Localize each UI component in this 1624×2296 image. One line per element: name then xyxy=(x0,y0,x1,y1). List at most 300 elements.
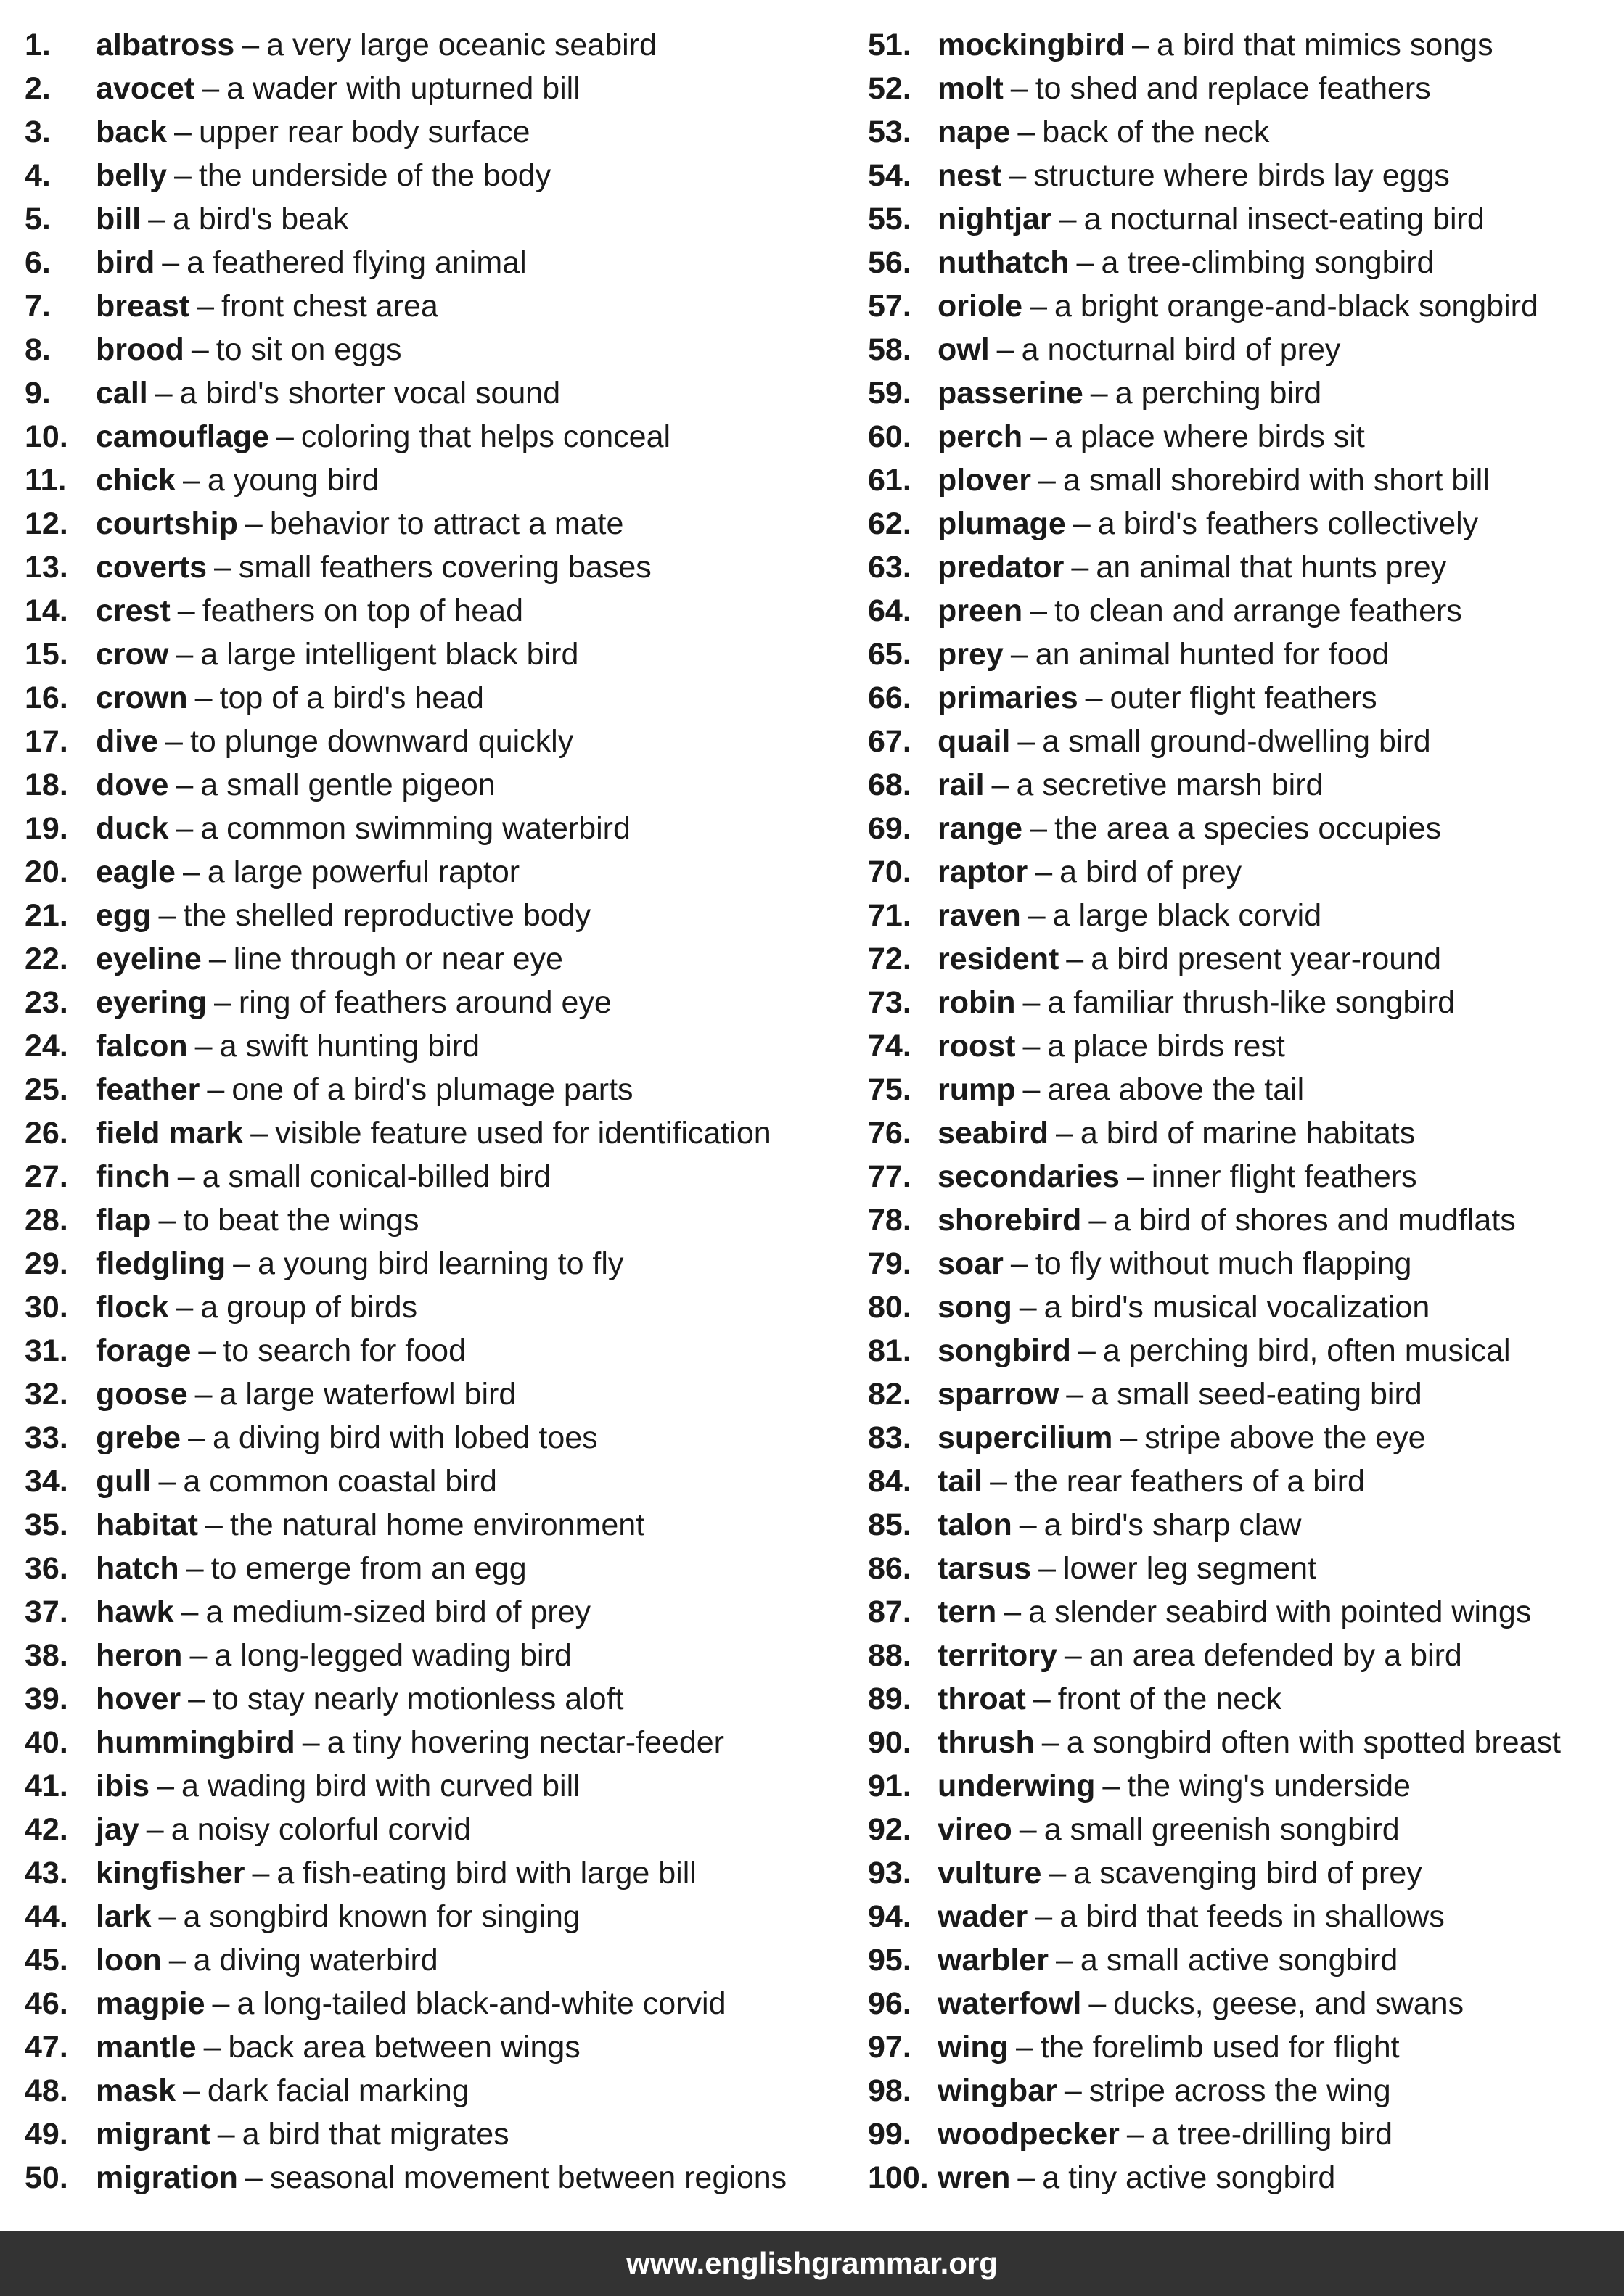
entry-dash: – xyxy=(1010,637,1028,672)
entry-number: 58. xyxy=(868,332,911,367)
entry-definition: a wading bird with curved bill xyxy=(181,1769,581,1803)
entry-number: 78. xyxy=(868,1203,911,1238)
entry-dash: – xyxy=(207,1072,225,1107)
entry-dash: – xyxy=(990,1464,1008,1499)
entry-dash: – xyxy=(181,1595,199,1629)
entry-term: magpie xyxy=(96,1986,205,2021)
entry-term: secondaries xyxy=(938,1159,1120,1194)
entry-term: underwing xyxy=(938,1769,1096,1803)
entry-dash: – xyxy=(1126,2117,1144,2152)
glossary-entry xyxy=(25,1982,787,2025)
glossary-entry xyxy=(868,284,1561,328)
entry-definition: upper rear body surface xyxy=(198,115,530,149)
entry-definition: a songbird often with spotted breast xyxy=(1066,1725,1561,1760)
glossary-entry xyxy=(868,1808,1561,1851)
glossary-entry xyxy=(25,67,787,110)
entry-dash: – xyxy=(1055,1943,1073,1978)
entry-definition: an animal hunted for food xyxy=(1035,637,1390,672)
entry-dash: – xyxy=(1022,1072,1041,1107)
glossary-entry xyxy=(25,546,787,589)
entry-term: kingfisher xyxy=(96,1856,245,1890)
entry-term: hatch xyxy=(96,1551,179,1586)
glossary-entry xyxy=(868,1416,1561,1460)
entry-term: wingbar xyxy=(938,2073,1057,2108)
entry-term: songbird xyxy=(938,1333,1071,1368)
entry-term: nape xyxy=(938,115,1011,149)
entry-dash: – xyxy=(1102,1769,1120,1803)
entry-dash: – xyxy=(1010,71,1028,106)
entry-term: duck xyxy=(96,811,169,846)
entry-number: 29. xyxy=(25,1246,68,1281)
entry-term: tail xyxy=(938,1464,983,1499)
entry-term: prey xyxy=(938,637,1004,672)
entry-term: roost xyxy=(938,1029,1016,1063)
entry-definition: a small seed-eating bird xyxy=(1091,1377,1422,1412)
entry-number: 63. xyxy=(868,550,911,585)
entry-definition: a bird that mimics songs xyxy=(1156,28,1493,62)
glossary-entry xyxy=(25,1155,787,1198)
entry-number: 72. xyxy=(868,942,911,976)
entry-dash: – xyxy=(158,1203,176,1238)
glossary-columns xyxy=(0,23,1624,2200)
entry-definition: a feathered flying animal xyxy=(186,245,527,280)
entry-dash: – xyxy=(1035,1899,1053,1934)
glossary-entry xyxy=(25,2156,787,2200)
entry-term: crest xyxy=(96,593,171,628)
glossary-entry xyxy=(25,284,787,328)
entry-number: 10. xyxy=(25,419,68,454)
glossary-entry xyxy=(25,807,787,850)
entry-term: breast xyxy=(96,289,190,324)
entry-dash: – xyxy=(176,637,194,672)
entry-number: 17. xyxy=(25,724,68,759)
entry-term: flock xyxy=(96,1290,169,1325)
entry-definition: a bird of marine habitats xyxy=(1080,1116,1416,1151)
entry-dash: – xyxy=(1076,245,1094,280)
entry-dash: – xyxy=(177,1159,195,1194)
entry-term: egg xyxy=(96,898,152,933)
entry-definition: a bird of prey xyxy=(1059,855,1242,889)
glossary-entry xyxy=(25,197,787,241)
entry-definition: ring of feathers around eye xyxy=(238,985,612,1020)
entry-number: 93. xyxy=(868,1856,911,1890)
entry-number: 55. xyxy=(868,202,911,236)
glossary-entry xyxy=(25,1198,787,1242)
entry-term: sparrow xyxy=(938,1377,1059,1412)
glossary-entry xyxy=(25,1851,787,1895)
entry-definition: dark facial marking xyxy=(207,2073,469,2108)
entry-dash: – xyxy=(213,550,231,585)
entry-number: 87. xyxy=(868,1595,911,1629)
entry-dash: – xyxy=(1009,158,1027,193)
entry-number: 16. xyxy=(25,680,68,715)
entry-number: 28. xyxy=(25,1203,68,1238)
entry-term: coverts xyxy=(96,550,207,585)
glossary-entry xyxy=(868,850,1561,894)
entry-definition: a common swimming waterbird xyxy=(200,811,631,846)
entry-dash: – xyxy=(1038,463,1056,498)
entry-number: 30. xyxy=(25,1290,68,1325)
entry-dash: – xyxy=(1004,1595,1022,1629)
entry-dash: – xyxy=(157,1769,174,1803)
entry-number: 45. xyxy=(25,1943,68,1978)
entry-definition: visible feature used for identification xyxy=(275,1116,771,1151)
entry-dash: – xyxy=(1010,1246,1028,1281)
entry-term: raptor xyxy=(938,855,1028,889)
entry-dash: – xyxy=(1059,202,1077,236)
entry-dash: – xyxy=(197,289,214,324)
entry-definition: a very large oceanic seabird xyxy=(266,28,657,62)
entry-number: 3. xyxy=(25,115,51,149)
entry-dash: – xyxy=(1017,115,1035,149)
entry-definition: a diving waterbird xyxy=(193,1943,438,1978)
entry-term: heron xyxy=(96,1638,183,1673)
entry-definition: to search for food xyxy=(223,1333,466,1368)
entry-definition: a bird's musical vocalization xyxy=(1043,1290,1430,1325)
entry-number: 27. xyxy=(25,1159,68,1194)
entry-definition: to sit on eggs xyxy=(216,332,402,367)
entry-term: camouflage xyxy=(96,419,269,454)
entry-definition: a small ground-dwelling bird xyxy=(1042,724,1431,759)
entry-number: 18. xyxy=(25,768,68,802)
entry-definition: a large powerful raptor xyxy=(207,855,520,889)
entry-term: song xyxy=(938,1290,1012,1325)
entry-dash: – xyxy=(182,855,200,889)
entry-dash: – xyxy=(1064,2073,1082,2108)
entry-dash: – xyxy=(1071,550,1089,585)
entry-number: 6. xyxy=(25,245,51,280)
entry-term: feather xyxy=(96,1072,200,1107)
entry-dash: – xyxy=(165,724,183,759)
entry-definition: a tiny hovering nectar-feeder xyxy=(327,1725,724,1760)
entry-number: 44. xyxy=(25,1899,68,1934)
entry-definition: a tree-drilling bird xyxy=(1151,2117,1393,2152)
entry-definition: a bird's shorter vocal sound xyxy=(179,376,561,411)
entry-dash: – xyxy=(1015,2030,1033,2065)
glossary-entry xyxy=(868,1460,1561,1503)
glossary-entry xyxy=(25,1242,787,1285)
entry-number: 53. xyxy=(868,115,911,149)
glossary-entry xyxy=(868,458,1561,502)
entry-definition: lower leg segment xyxy=(1063,1551,1316,1586)
entry-definition: to shed and replace feathers xyxy=(1035,71,1431,106)
entry-number: 35. xyxy=(25,1507,68,1542)
entry-definition: a tiny active songbird xyxy=(1042,2160,1336,2195)
entry-term: passerine xyxy=(938,376,1083,411)
entry-dash: – xyxy=(148,202,166,236)
glossary-entry xyxy=(25,1416,787,1460)
entry-number: 67. xyxy=(868,724,911,759)
entry-definition: a perching bird, often musical xyxy=(1102,1333,1511,1368)
entry-dash: – xyxy=(991,768,1009,802)
entry-definition: structure where birds lay eggs xyxy=(1033,158,1450,193)
entry-definition: stripe above the eye xyxy=(1144,1420,1426,1455)
entry-number: 91. xyxy=(868,1769,911,1803)
entry-dash: – xyxy=(177,593,195,628)
entry-number: 50. xyxy=(25,2160,68,2195)
entry-dash: – xyxy=(1030,289,1047,324)
glossary-entry xyxy=(25,1024,787,1068)
entry-dash: – xyxy=(162,245,180,280)
entry-dash: – xyxy=(1017,724,1035,759)
entry-term: falcon xyxy=(96,1029,188,1063)
entry-definition: a noisy colorful corvid xyxy=(171,1812,472,1847)
entry-definition: a long-legged wading bird xyxy=(214,1638,572,1673)
entry-dash: – xyxy=(1030,419,1048,454)
glossary-entry xyxy=(25,1285,787,1329)
entry-number: 9. xyxy=(25,376,51,411)
entry-number: 81. xyxy=(868,1333,911,1368)
entry-dash: – xyxy=(1019,1812,1037,1847)
entry-definition: a bird present year-round xyxy=(1091,942,1442,976)
glossary-entry xyxy=(868,1024,1561,1068)
entry-term: owl xyxy=(938,332,990,367)
entry-definition: to beat the wings xyxy=(183,1203,419,1238)
entry-dash: – xyxy=(158,1899,176,1934)
glossary-entry xyxy=(25,1590,787,1634)
glossary-entry xyxy=(25,1460,787,1503)
entry-definition: the area a species occupies xyxy=(1054,811,1442,846)
glossary-entry xyxy=(868,1373,1561,1416)
entry-number: 4. xyxy=(25,158,51,193)
entry-dash: – xyxy=(194,1029,213,1063)
glossary-entry xyxy=(25,1721,787,1764)
entry-term: finch xyxy=(96,1159,171,1194)
entry-number: 41. xyxy=(25,1769,68,1803)
entry-dash: – xyxy=(250,1116,268,1151)
entry-number: 92. xyxy=(868,1812,911,1847)
entry-term: vireo xyxy=(938,1812,1012,1847)
entry-dash: – xyxy=(189,1638,208,1673)
entry-definition: the natural home environment xyxy=(229,1507,645,1542)
glossary-entry xyxy=(868,937,1561,981)
glossary-entry xyxy=(868,1634,1561,1677)
entry-number: 98. xyxy=(868,2073,911,2108)
entry-number: 24. xyxy=(25,1029,68,1063)
entry-dash: – xyxy=(176,1290,194,1325)
glossary-entry xyxy=(25,1329,787,1373)
glossary-entry xyxy=(25,1808,787,1851)
entry-number: 75. xyxy=(868,1072,911,1107)
entry-dash: – xyxy=(1033,1682,1051,1716)
entry-term: bill xyxy=(96,202,142,236)
entry-number: 12. xyxy=(25,506,68,541)
entry-dash: – xyxy=(174,115,192,149)
glossary-entry xyxy=(868,1155,1561,1198)
entry-term: grebe xyxy=(96,1420,181,1455)
entry-term: dove xyxy=(96,768,169,802)
entry-number: 64. xyxy=(868,593,911,628)
entry-number: 100. xyxy=(868,2160,929,2195)
entry-definition: a young bird xyxy=(207,463,380,498)
entry-number: 95. xyxy=(868,1943,911,1978)
entry-dash: – xyxy=(194,1377,213,1412)
entry-number: 66. xyxy=(868,680,911,715)
entry-definition: front of the neck xyxy=(1057,1682,1282,1716)
entry-term: hover xyxy=(96,1682,181,1716)
entry-dash: – xyxy=(188,1682,206,1716)
entry-definition: an area defended by a bird xyxy=(1088,1638,1462,1673)
entry-term: nest xyxy=(938,158,1002,193)
entry-term: tarsus xyxy=(938,1551,1032,1586)
glossary-entry xyxy=(868,154,1561,197)
entry-definition: small feathers covering bases xyxy=(238,550,652,585)
entry-number: 61. xyxy=(868,463,911,498)
entry-term: molt xyxy=(938,71,1004,106)
entry-definition: behavior to attract a mate xyxy=(269,506,624,541)
glossary-entry xyxy=(25,720,787,763)
entry-term: shorebird xyxy=(938,1203,1082,1238)
entry-term: crow xyxy=(96,637,169,672)
entry-dash: – xyxy=(276,419,294,454)
entry-definition: a swift hunting bird xyxy=(219,1029,480,1063)
glossary-entry xyxy=(25,2025,787,2069)
entry-definition: inner flight feathers xyxy=(1151,1159,1417,1194)
entry-dash: – xyxy=(155,376,173,411)
glossary-entry xyxy=(868,589,1561,633)
glossary-entry xyxy=(25,23,787,67)
entry-dash: – xyxy=(174,158,192,193)
entry-number: 5. xyxy=(25,202,51,236)
entry-definition: a place where birds sit xyxy=(1054,419,1365,454)
glossary-entry xyxy=(868,1547,1561,1590)
entry-dash: – xyxy=(158,898,176,933)
entry-dash: – xyxy=(182,463,200,498)
entry-definition: to plunge downward quickly xyxy=(189,724,574,759)
entry-definition: a nocturnal bird of prey xyxy=(1021,332,1341,367)
entry-dash: – xyxy=(245,506,263,541)
glossary-entry xyxy=(25,1634,787,1677)
entry-definition: a large waterfowl bird xyxy=(219,1377,517,1412)
entry-dash: – xyxy=(198,1333,216,1368)
entry-term: thrush xyxy=(938,1725,1035,1760)
glossary-entry xyxy=(868,981,1561,1024)
entry-definition: a bird that feeds in shallows xyxy=(1059,1899,1445,1934)
entry-definition: the wing's underside xyxy=(1127,1769,1411,1803)
glossary-entry xyxy=(25,1895,787,1938)
entry-term: migrant xyxy=(96,2117,210,2152)
glossary-entry xyxy=(868,1851,1561,1895)
glossary-entry xyxy=(868,763,1561,807)
entry-number: 88. xyxy=(868,1638,911,1673)
glossary-entry xyxy=(25,981,787,1024)
entry-number: 84. xyxy=(868,1464,911,1499)
entry-term: belly xyxy=(96,158,167,193)
entry-term: woodpecker xyxy=(938,2117,1120,2152)
entry-term: throat xyxy=(938,1682,1026,1716)
glossary-entry xyxy=(25,589,787,633)
entry-definition: a small greenish songbird xyxy=(1043,1812,1400,1847)
entry-number: 21. xyxy=(25,898,68,933)
entry-number: 54. xyxy=(868,158,911,193)
entry-term: mockingbird xyxy=(938,28,1125,62)
entry-term: tern xyxy=(938,1595,997,1629)
entry-number: 19. xyxy=(25,811,68,846)
glossary-entry xyxy=(25,676,787,720)
entry-number: 57. xyxy=(868,289,911,324)
entry-term: range xyxy=(938,811,1023,846)
entry-dash: – xyxy=(1066,942,1084,976)
entry-dash: – xyxy=(158,1464,176,1499)
entry-dash: – xyxy=(1120,1420,1138,1455)
entry-definition: the rear feathers of a bird xyxy=(1014,1464,1365,1499)
entry-definition: back of the neck xyxy=(1042,115,1270,149)
entry-term: rail xyxy=(938,768,985,802)
entry-number: 86. xyxy=(868,1551,911,1586)
entry-term: mask xyxy=(96,2073,176,2108)
glossary-entry xyxy=(25,154,787,197)
entry-term: brood xyxy=(96,332,184,367)
entry-term: hummingbird xyxy=(96,1725,295,1760)
entry-definition: to clean and arrange feathers xyxy=(1054,593,1462,628)
entry-number: 33. xyxy=(25,1420,68,1455)
glossary-entry xyxy=(25,241,787,284)
entry-term: ibis xyxy=(96,1769,150,1803)
glossary-entry xyxy=(868,23,1561,67)
entry-dash: – xyxy=(168,1943,186,1978)
entry-term: gull xyxy=(96,1464,152,1499)
entry-definition: one of a bird's plumage parts xyxy=(231,1072,633,1107)
glossary-entry xyxy=(868,676,1561,720)
entry-number: 73. xyxy=(868,985,911,1020)
entry-term: field mark xyxy=(96,1116,244,1151)
entry-term: plumage xyxy=(938,506,1066,541)
glossary-entry xyxy=(868,241,1561,284)
entry-term: courtship xyxy=(96,506,238,541)
entry-definition: a secretive marsh bird xyxy=(1016,768,1324,802)
entry-term: wader xyxy=(938,1899,1028,1934)
entry-number: 13. xyxy=(25,550,68,585)
entry-dash: – xyxy=(212,1986,230,2021)
entry-dash: – xyxy=(208,942,226,976)
entry-number: 85. xyxy=(868,1507,911,1542)
glossary-entry xyxy=(868,1721,1561,1764)
entry-number: 59. xyxy=(868,376,911,411)
entry-number: 2. xyxy=(25,71,51,106)
glossary-column-right xyxy=(868,23,1561,2200)
entry-number: 74. xyxy=(868,1029,911,1063)
entry-number: 1. xyxy=(25,28,51,62)
entry-definition: a scavenging bird of prey xyxy=(1073,1856,1422,1890)
entry-term: supercilium xyxy=(938,1420,1113,1455)
entry-number: 62. xyxy=(868,506,911,541)
entry-term: bird xyxy=(96,245,155,280)
entry-dash: – xyxy=(1132,28,1149,62)
entry-definition: a bird that migrates xyxy=(242,2117,509,2152)
entry-term: talon xyxy=(938,1507,1012,1542)
glossary-entry xyxy=(868,633,1561,676)
entry-definition: a familiar thrush-like songbird xyxy=(1047,985,1456,1020)
entry-definition: an animal that hunts prey xyxy=(1096,550,1447,585)
entry-number: 32. xyxy=(25,1377,68,1412)
entry-number: 25. xyxy=(25,1072,68,1107)
glossary-entry xyxy=(25,415,787,458)
entry-term: eagle xyxy=(96,855,176,889)
entry-definition: the shelled reproductive body xyxy=(183,898,591,933)
entry-term: oriole xyxy=(938,289,1023,324)
glossary-entry xyxy=(868,807,1561,850)
entry-term: lark xyxy=(96,1899,152,1934)
entry-definition: a common coastal bird xyxy=(183,1464,497,1499)
glossary-entry xyxy=(25,850,787,894)
entry-dash: – xyxy=(1035,855,1053,889)
glossary-entry xyxy=(25,1677,787,1721)
entry-dash: – xyxy=(1041,1725,1059,1760)
entry-term: eyering xyxy=(96,985,207,1020)
entry-term: nuthatch xyxy=(938,245,1070,280)
entry-number: 20. xyxy=(25,855,68,889)
glossary-entry xyxy=(868,1111,1561,1155)
